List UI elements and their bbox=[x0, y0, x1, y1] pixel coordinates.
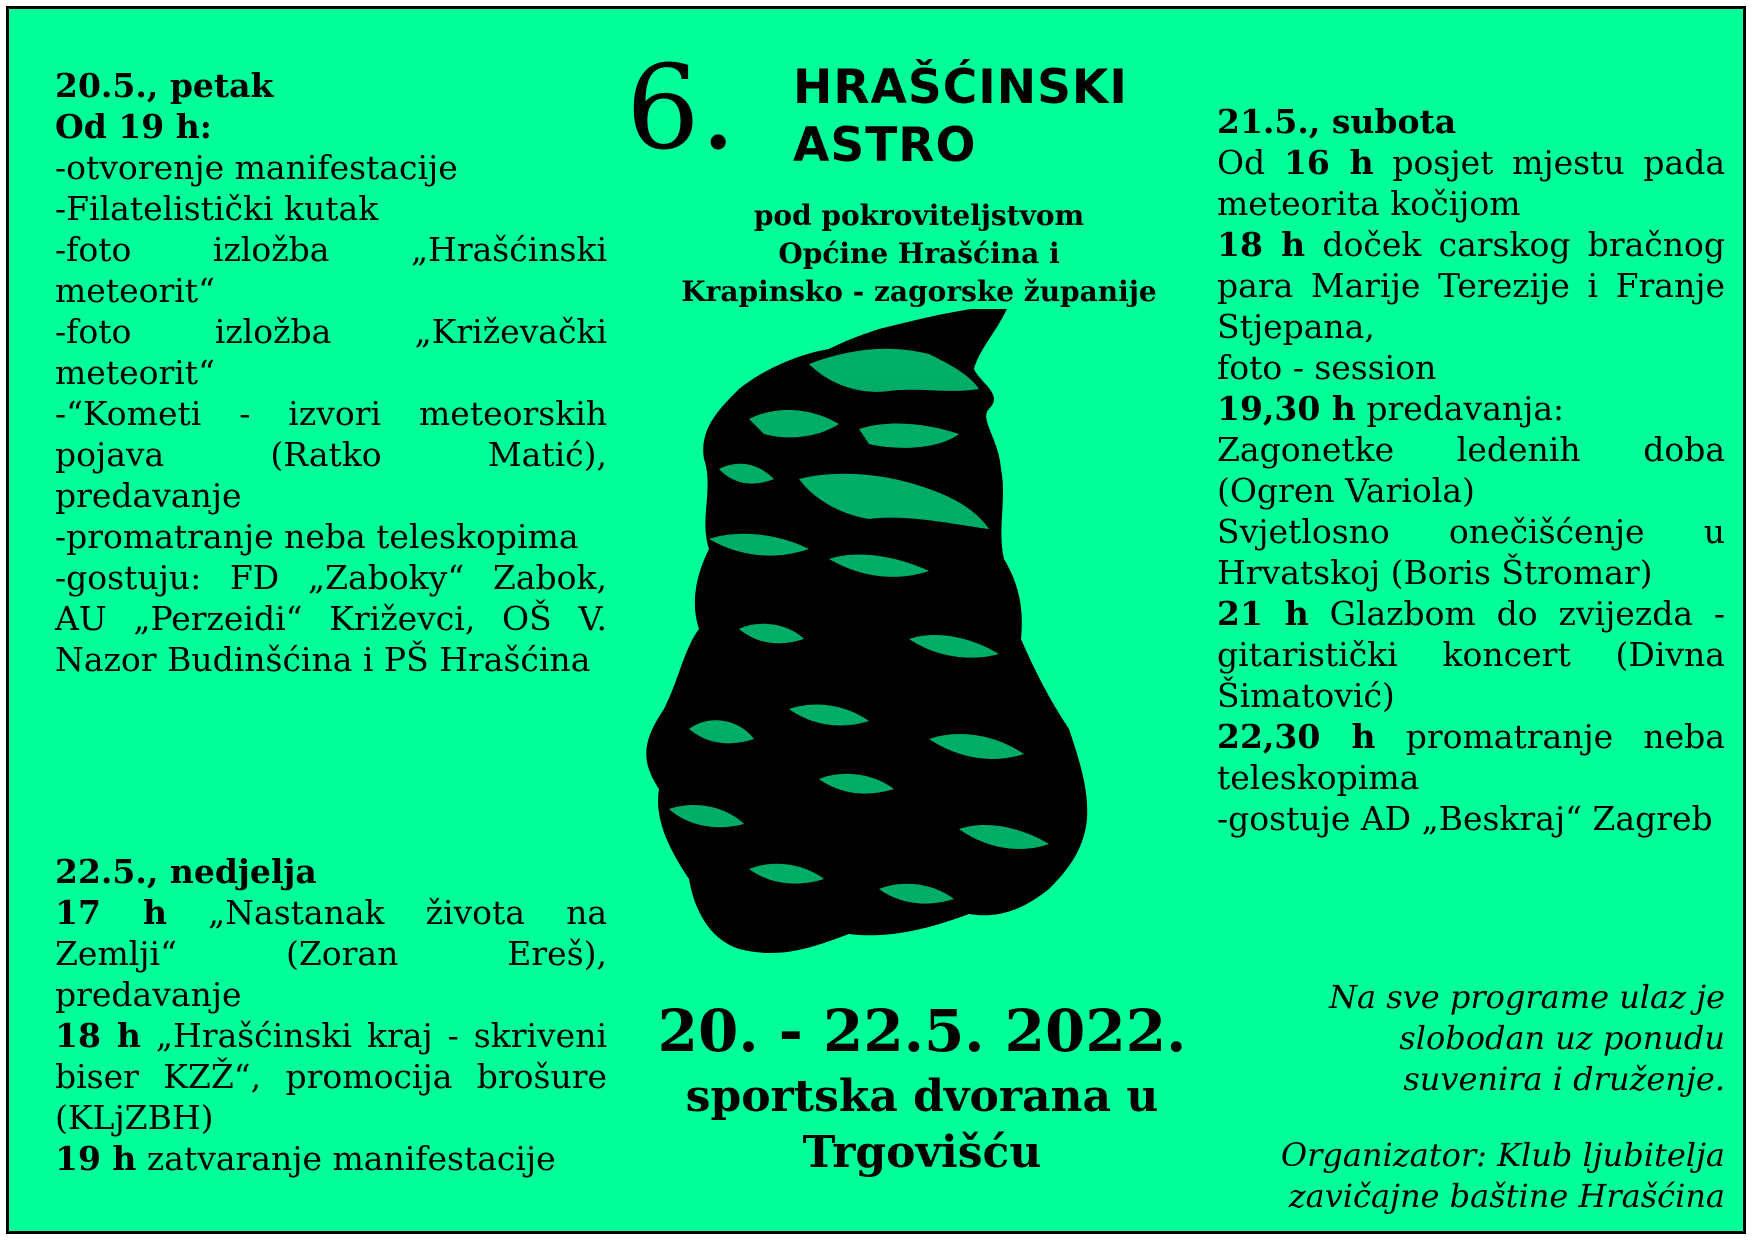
saturday-item-time: 19,30 h bbox=[1217, 389, 1356, 428]
saturday-item bbox=[1217, 593, 1725, 716]
program-sunday bbox=[55, 851, 607, 1179]
saturday-item-time: 18 h bbox=[1217, 225, 1306, 264]
patron-line: pod pokroviteljstvom bbox=[753, 199, 1085, 232]
sunday-item-time: 17 h bbox=[55, 893, 167, 932]
saturday-item-text: -gostuje AD „Beskraj“ Zagreb bbox=[1217, 799, 1713, 838]
patronage bbox=[649, 197, 1189, 311]
sunday-item-time: 18 h bbox=[55, 1016, 141, 1055]
event-venue bbox=[627, 1069, 1217, 1181]
friday-time: Od 19 h: bbox=[55, 107, 212, 146]
saturday-item-text: doček carskog bračnog para Marije Terezije i Franje Stjepana, bbox=[1217, 225, 1725, 346]
sunday-item-time: 19 h bbox=[55, 1139, 137, 1178]
friday-item: -foto izložba „Križevački meteorit“ bbox=[55, 312, 607, 392]
saturday-item bbox=[1217, 429, 1725, 511]
saturday-item-text: Glazbom do zvijezda - gitaristički koncert (Divna Šimatović) bbox=[1217, 594, 1725, 715]
sunday-item-text: „Nastanak života na Zemlji“ (Zoran Ereš), predavanje bbox=[55, 893, 607, 1014]
friday-item: -“Kometi - izvori meteorskih pojava (Ratko Matić), predavanje bbox=[55, 394, 607, 515]
saturday-item bbox=[1217, 347, 1725, 388]
note-line: Organizator: Klub ljubitelja bbox=[1280, 1136, 1725, 1174]
saturday-item-text: promatranje neba teleskopima bbox=[1217, 717, 1725, 797]
saturday-item-pre: Od bbox=[1217, 143, 1284, 182]
poster bbox=[6, 6, 1746, 1234]
friday-item: -foto izložba „Hrašćinski meteorit“ bbox=[55, 230, 607, 310]
free-entry-note bbox=[1217, 977, 1725, 1100]
saturday-item bbox=[1217, 224, 1725, 347]
saturday-item-time: 16 h bbox=[1283, 143, 1374, 182]
sunday-item bbox=[55, 1138, 607, 1179]
saturday-item bbox=[1217, 716, 1725, 798]
saturday-item-text: foto - session bbox=[1217, 348, 1437, 387]
friday-item: -Filatelistički kutak bbox=[55, 189, 379, 228]
title-line: ASTRO bbox=[793, 118, 977, 173]
note-line: zavičajne baštine Hrašćina bbox=[1288, 1177, 1725, 1215]
meteorite-image bbox=[629, 309, 1099, 979]
friday-item: -gostuju: FD „Zaboky“ Zabok, AU „Perzeidi“ Križevci, OŠ V. Nazor Budinšćina i PŠ Hrašćina bbox=[55, 558, 607, 679]
saturday-item-time: 21 h bbox=[1217, 594, 1309, 633]
saturday-item bbox=[1217, 142, 1725, 224]
note-line: slobodan uz ponudu bbox=[1399, 1019, 1725, 1057]
event-title bbox=[793, 59, 1128, 175]
organizer-note bbox=[1217, 1135, 1725, 1217]
patron-line: Krapinsko - zagorske županije bbox=[681, 275, 1157, 308]
sunday-item-text: zatvaranje manifestacije bbox=[136, 1139, 556, 1178]
edition-number: 6. bbox=[626, 41, 737, 176]
title-line: HRAŠĆINSKI bbox=[793, 60, 1128, 115]
friday-item: -promatranje neba teleskopima bbox=[55, 517, 579, 556]
sunday-item bbox=[55, 892, 607, 1015]
sunday-item bbox=[55, 1015, 607, 1138]
program-friday bbox=[55, 65, 607, 680]
meteorite-illustration bbox=[629, 309, 1099, 979]
saturday-date: 21.5., subota bbox=[1217, 102, 1457, 141]
friday-item: -otvorenje manifestacije bbox=[55, 148, 458, 187]
note-line: suvenira i druženje. bbox=[1403, 1060, 1725, 1098]
saturday-item-time: 22,30 h bbox=[1217, 717, 1376, 756]
event-dates: 20. - 22.5. 2022. bbox=[657, 997, 1187, 1065]
patron-line: Općine Hrašćina i bbox=[778, 237, 1060, 270]
venue-line: sportska dvorana u bbox=[685, 1071, 1159, 1122]
note-line: Na sve programe ulaz je bbox=[1328, 978, 1725, 1016]
friday-date: 20.5., petak bbox=[55, 66, 274, 105]
saturday-item bbox=[1217, 511, 1725, 593]
program-saturday bbox=[1217, 101, 1725, 839]
saturday-item-text: Zagonetke ledenih doba (Ogren Variola) bbox=[1217, 430, 1725, 510]
sunday-date: 22.5., nedjelja bbox=[55, 852, 317, 891]
saturday-item-text: posjet mjestu pada meteorita kočijom bbox=[1217, 143, 1725, 223]
saturday-item-text: Svjetlosno onečišćenje u Hrvatskoj (Boris Štromar) bbox=[1217, 512, 1725, 592]
saturday-item bbox=[1217, 388, 1725, 429]
saturday-item-text: predavanja: bbox=[1355, 389, 1565, 428]
sunday-item-text: „Hrašćinski kraj - skriveni biser KZŽ“, promocija brošure (KLjZBH) bbox=[55, 1016, 608, 1137]
saturday-item bbox=[1217, 798, 1725, 839]
venue-line: Trgovišću bbox=[802, 1127, 1042, 1178]
meteorite-shape bbox=[646, 309, 1087, 953]
